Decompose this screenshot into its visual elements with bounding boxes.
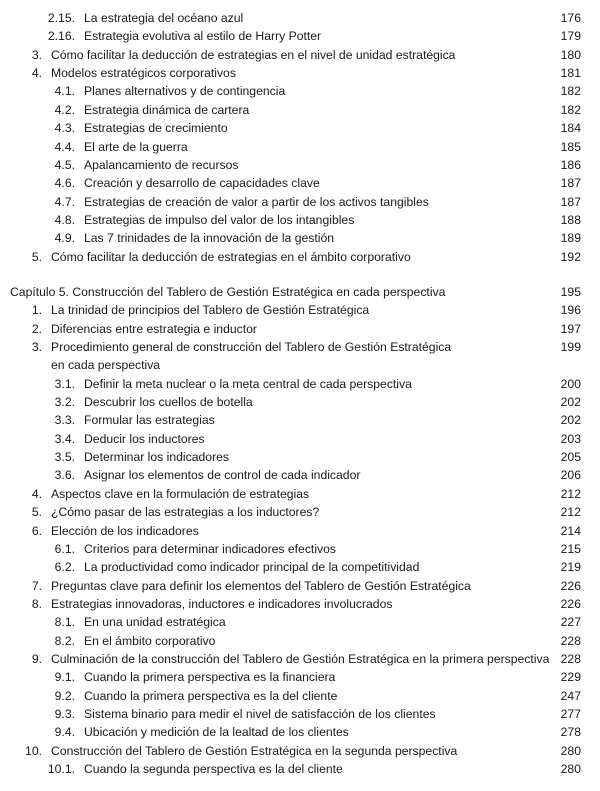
entry-title: Estrategias de creación de valor a partir de los activos tangibles bbox=[84, 194, 429, 209]
entry-title: Cuando la primera perspectiva es la del cliente bbox=[84, 688, 338, 703]
entry-page-number: 228 bbox=[560, 633, 581, 648]
chapter-heading bbox=[0, 283, 600, 301]
entry-page-number: 185 bbox=[560, 139, 581, 154]
entry-page-number: 188 bbox=[560, 212, 581, 227]
toc-entry bbox=[0, 595, 600, 613]
entry-page-number: 196 bbox=[560, 303, 581, 318]
entry-page-number: 219 bbox=[560, 560, 581, 575]
entry-page-number: 195 bbox=[560, 284, 581, 299]
toc-entry bbox=[0, 356, 600, 374]
entry-title: Determinar los indicadores bbox=[84, 450, 229, 465]
entry-number: 4.6. bbox=[54, 176, 75, 191]
toc-entry bbox=[0, 632, 600, 650]
toc-entry bbox=[0, 742, 600, 760]
entry-page-number: 200 bbox=[560, 376, 581, 391]
toc-entry bbox=[0, 174, 600, 192]
toc-entry bbox=[0, 522, 600, 540]
toc-entry bbox=[0, 64, 600, 82]
entry-title: Sistema binario para medir el nivel de satisfacción de los clientes bbox=[84, 707, 436, 721]
entry-page-number: 247 bbox=[560, 688, 581, 703]
entry-page-number: 226 bbox=[560, 578, 581, 593]
entry-page-number: 182 bbox=[560, 102, 581, 117]
entry-title: Procedimiento general de construcción del Tablero de Gestión Estratégica bbox=[51, 340, 452, 354]
entry-page-number: 212 bbox=[560, 486, 581, 501]
entry-number: 4.2. bbox=[54, 102, 75, 117]
entry-title: Culminación de la construcción del Tablero de Gestión Estratégica en la primera perspectiva bbox=[51, 651, 550, 666]
entry-title: Estrategias innovadoras, inductores e indicadores involucrados bbox=[51, 596, 393, 611]
entry-number: 10.1. bbox=[47, 762, 75, 776]
entry-page-number: 280 bbox=[560, 743, 581, 758]
entry-page-number: 214 bbox=[560, 523, 581, 538]
entry-title: Construcción del Tablero de Gestión Estratégica en la segunda perspectiva bbox=[51, 743, 458, 758]
toc-entry bbox=[0, 82, 600, 100]
entry-number: 9. bbox=[31, 651, 42, 666]
entry-number: 6.1. bbox=[54, 541, 75, 556]
toc-entry bbox=[0, 119, 600, 137]
entry-title: Ubicación y medición de la lealtad de los clientes bbox=[84, 725, 349, 740]
toc-entry bbox=[0, 229, 600, 247]
entry-title: Diferencias entre estrategia e inductor bbox=[51, 321, 257, 336]
entry-title: Modelos estratégicos corporativos bbox=[51, 66, 236, 81]
toc-entry bbox=[0, 705, 600, 723]
toc-entry bbox=[0, 485, 600, 503]
entry-title: Descubrir los cuellos de botella bbox=[84, 395, 253, 409]
entry-title: Criterios para determinar indicadores efectivos bbox=[84, 541, 336, 556]
entry-title: En el ámbito corporativo bbox=[84, 633, 216, 648]
entry-number: 9.3. bbox=[54, 707, 75, 721]
entry-number: 8.2. bbox=[54, 633, 75, 648]
entry-title: En una unidad estratégica bbox=[84, 615, 226, 630]
entry-number: 3.1. bbox=[54, 376, 75, 391]
entry-page-number: 206 bbox=[560, 468, 581, 483]
entry-page-number: 186 bbox=[560, 157, 581, 172]
entry-title: Cómo facilitar la deducción de estrategias en el nivel de unidad estratégica bbox=[51, 47, 456, 62]
toc-entry bbox=[0, 301, 600, 319]
entry-number: 2.16. bbox=[47, 29, 75, 44]
toc-entry bbox=[0, 9, 600, 27]
entry-number: 1. bbox=[31, 303, 42, 318]
entry-title: Preguntas clave para definir los elementos del Tablero de Gestión Estratégica bbox=[51, 578, 471, 593]
entry-number: 2.15. bbox=[47, 11, 75, 25]
entry-title: La trinidad de principios del Tablero de Gestión Estratégica bbox=[51, 303, 370, 318]
entry-page-number: 189 bbox=[560, 231, 581, 246]
entry-number: 3. bbox=[31, 47, 42, 62]
entry-page-number: 202 bbox=[560, 395, 581, 409]
entry-number: 4.5. bbox=[54, 157, 75, 172]
entry-number: 6.2. bbox=[54, 560, 75, 575]
toc-entry bbox=[0, 46, 600, 64]
entry-title: Estrategia evolutiva al estilo de Harry Potter bbox=[84, 29, 322, 44]
entry-title: Planes alternativos y de contingencia bbox=[84, 84, 286, 99]
entry-number: 4. bbox=[31, 486, 42, 501]
entry-page-number: 227 bbox=[560, 615, 581, 630]
toc-entry bbox=[0, 393, 600, 411]
entry-page-number: 187 bbox=[560, 194, 581, 209]
toc-entry bbox=[0, 211, 600, 229]
entry-title: Estrategias de crecimiento bbox=[84, 121, 228, 136]
entry-number: 5. bbox=[31, 249, 42, 264]
toc-entry bbox=[0, 338, 600, 356]
entry-page-number: 229 bbox=[560, 670, 581, 685]
entry-page-number: 203 bbox=[560, 431, 581, 446]
entry-number: 9.1. bbox=[54, 670, 75, 685]
entry-title: Cuando la segunda perspectiva es la del cliente bbox=[84, 762, 343, 776]
entry-page-number: 187 bbox=[560, 176, 581, 191]
entry-number: 4. bbox=[31, 66, 42, 81]
toc-entry bbox=[0, 503, 600, 521]
entry-number: 4.4. bbox=[54, 139, 75, 154]
entry-number: 7. bbox=[31, 578, 42, 593]
entry-number: 3.6. bbox=[54, 468, 75, 483]
entry-title: Formular las estrategias bbox=[84, 413, 215, 428]
toc-entry bbox=[0, 430, 600, 448]
entry-title: La productividad como indicador principal de la competitividad bbox=[84, 560, 420, 575]
toc-entry bbox=[0, 320, 600, 338]
entry-title: Capítulo 5. Construcción del Tablero de Gestión Estratégica en cada perspectiva bbox=[10, 284, 446, 299]
entry-title: en cada perspectiva bbox=[51, 358, 161, 373]
entry-number: 5. bbox=[31, 505, 42, 520]
entry-number: 6. bbox=[31, 523, 42, 538]
toc-entry bbox=[0, 613, 600, 631]
toc-entry bbox=[0, 650, 600, 668]
toc-entry bbox=[0, 668, 600, 686]
toc-entry bbox=[0, 540, 600, 558]
entry-title: Las 7 trinidades de la innovación de la gestión bbox=[84, 231, 335, 246]
entry-page-number: 182 bbox=[560, 84, 581, 99]
entry-page-number: 199 bbox=[560, 340, 581, 354]
entry-title: Cuando la primera perspectiva es la financiera bbox=[84, 670, 336, 685]
entry-number: 9.2. bbox=[54, 688, 75, 703]
entry-number: 3.5. bbox=[54, 450, 75, 465]
entry-number: 4.7. bbox=[54, 194, 75, 209]
entry-number: 4.9. bbox=[54, 231, 75, 246]
toc-entry bbox=[0, 375, 600, 393]
entry-title: Elección de los indicadores bbox=[51, 523, 199, 538]
toc-entry bbox=[0, 466, 600, 484]
entry-number: 3.4. bbox=[54, 431, 75, 446]
entry-number: 3. bbox=[31, 340, 42, 354]
entry-title: Creación y desarrollo de capacidades clave bbox=[84, 176, 320, 191]
entry-title: La estrategia del océano azul bbox=[84, 11, 244, 25]
entry-title: Deducir los inductores bbox=[84, 431, 205, 446]
entry-page-number: 180 bbox=[560, 47, 581, 62]
entry-title: Asignar los elementos de control de cada indicador bbox=[84, 468, 361, 483]
entry-number: 4.3. bbox=[54, 121, 75, 136]
entry-number: 9.4. bbox=[54, 725, 75, 740]
entry-number: 10. bbox=[25, 743, 42, 758]
entry-number: 4.1. bbox=[54, 84, 75, 99]
entry-page-number: 226 bbox=[560, 596, 581, 611]
entry-title: ¿Cómo pasar de las estrategias a los inductores? bbox=[51, 505, 320, 520]
entry-page-number: 228 bbox=[560, 651, 581, 666]
entry-title: Apalancamiento de recursos bbox=[84, 157, 239, 172]
entry-number: 8.1. bbox=[54, 615, 75, 630]
entry-page-number: 181 bbox=[560, 66, 581, 81]
entry-title: Estrategias de impulso del valor de los intangibles bbox=[84, 212, 355, 227]
toc-entry bbox=[0, 723, 600, 741]
toc-entry bbox=[0, 27, 600, 45]
entry-number: 3.3. bbox=[54, 413, 75, 428]
entry-page-number: 192 bbox=[560, 249, 581, 264]
toc-entry bbox=[0, 760, 600, 778]
entry-page-number: 179 bbox=[560, 29, 581, 44]
entry-number: 2. bbox=[31, 321, 42, 336]
entry-page-number: 205 bbox=[560, 450, 581, 465]
entry-page-number: 280 bbox=[560, 762, 581, 776]
entry-page-number: 212 bbox=[560, 505, 581, 520]
entry-number: 3.2. bbox=[54, 395, 75, 409]
entry-page-number: 197 bbox=[560, 321, 581, 336]
entry-page-number: 184 bbox=[560, 121, 581, 136]
entry-page-number: 278 bbox=[560, 725, 581, 740]
toc-entry bbox=[0, 558, 600, 576]
entry-title: Cómo facilitar la deducción de estrategias en el ámbito corporativo bbox=[51, 249, 411, 264]
entry-page-number: 215 bbox=[560, 541, 581, 556]
entry-title: Estrategia dinámica de cartera bbox=[84, 102, 250, 117]
entry-title: Definir la meta nuclear o la meta central de cada perspectiva bbox=[84, 376, 412, 391]
entry-number: 4.8. bbox=[54, 212, 75, 227]
entry-page-number: 277 bbox=[560, 707, 581, 721]
toc-entry bbox=[0, 248, 600, 266]
entry-page-number: 202 bbox=[560, 413, 581, 428]
entry-title: Aspectos clave en la formulación de estrategias bbox=[51, 486, 310, 501]
toc-entry bbox=[0, 687, 600, 705]
toc-entry bbox=[0, 448, 600, 466]
toc-entry bbox=[0, 577, 600, 595]
toc-entry bbox=[0, 101, 600, 119]
toc-entry bbox=[0, 138, 600, 156]
entry-page-number: 176 bbox=[560, 11, 581, 25]
toc-entry bbox=[0, 193, 600, 211]
toc-entry bbox=[0, 411, 600, 429]
entry-number: 8. bbox=[31, 596, 42, 611]
toc-entry bbox=[0, 156, 600, 174]
entry-title: El arte de la guerra bbox=[84, 139, 188, 154]
